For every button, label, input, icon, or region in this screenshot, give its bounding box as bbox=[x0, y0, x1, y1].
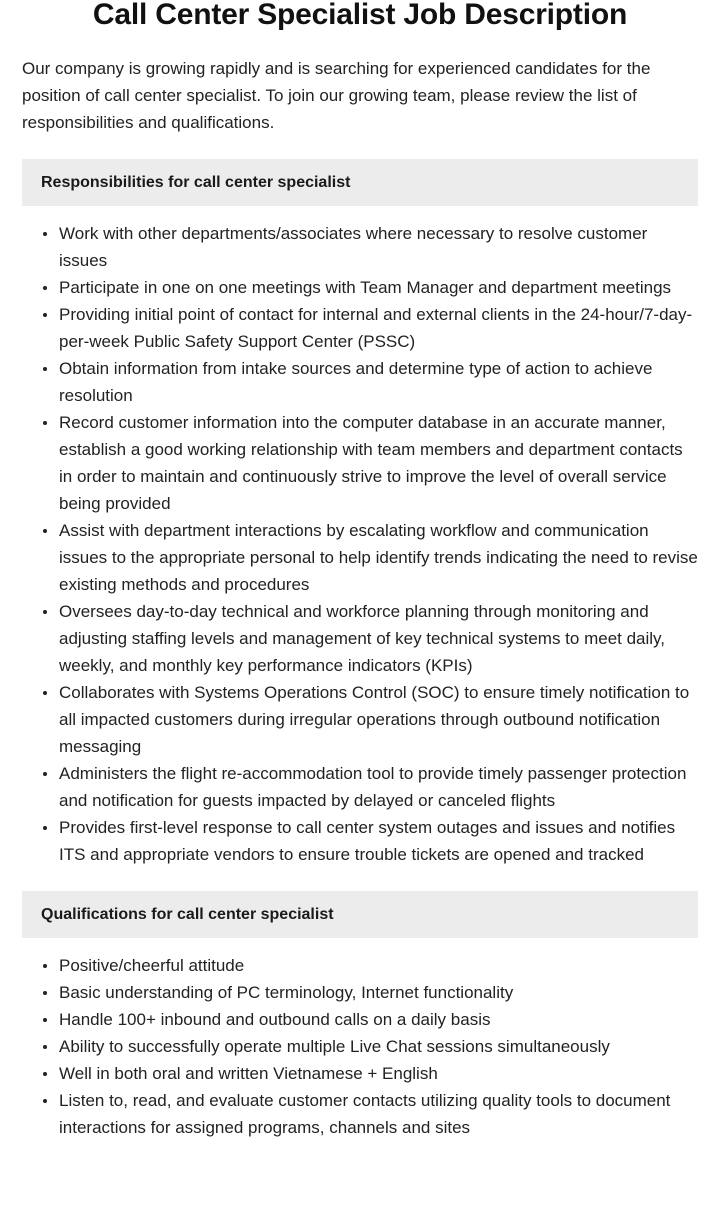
list-item: Assist with department interactions by escalating workflow and communication issues to the appropriate personal to help identify trends indicating the need to revise existing methods and procedures bbox=[0, 517, 698, 598]
list-item: Obtain information from intake sources and determine type of action to achieve resolution bbox=[0, 355, 698, 409]
list-item: Administers the flight re-accommodation tool to provide timely passenger protection and notification for guests impacted by delayed or canceled flights bbox=[0, 760, 698, 814]
responsibilities-list bbox=[0, 220, 720, 868]
list-item: Positive/cheerful attitude bbox=[0, 952, 698, 979]
list-item: Participate in one on one meetings with Team Manager and department meetings bbox=[0, 274, 698, 301]
list-item: Collaborates with Systems Operations Control (SOC) to ensure timely notification to all impacted customers during irregular operations through outbound notification messaging bbox=[0, 679, 698, 760]
list-item: Provides first-level response to call center system outages and issues and notifies ITS and appropriate vendors to ensure trouble tickets are opened and tracked bbox=[0, 814, 698, 868]
list-item: Handle 100+ inbound and outbound calls on a daily basis bbox=[0, 1006, 698, 1033]
list-item: Oversees day-to-day technical and workforce planning through monitoring and adjusting staffing levels and management of key technical systems to meet daily, weekly, and monthly key performance indicators (KPIs) bbox=[0, 598, 698, 679]
list-item: Well in both oral and written Vietnamese + English bbox=[0, 1060, 698, 1087]
section-heading-responsibilities: Responsibilities for call center specialist bbox=[22, 159, 698, 206]
list-item: Record customer information into the computer database in an accurate manner, establish a good working relationship with team members and department contacts in order to maintain and continuously strive to improve the level of overall service being provided bbox=[0, 409, 698, 517]
section-qualifications bbox=[0, 891, 720, 1141]
list-item: Listen to, read, and evaluate customer contacts utilizing quality tools to document interactions for assigned programs, channels and sites bbox=[0, 1087, 698, 1141]
list-item: Basic understanding of PC terminology, Internet functionality bbox=[0, 979, 698, 1006]
intro-paragraph: Our company is growing rapidly and is searching for experienced candidates for the position of call center specialist. To join our growing team, please review the list of responsibilities and qualifications. bbox=[22, 59, 651, 132]
bottom-spacer bbox=[0, 1141, 720, 1153]
list-item: Ability to successfully operate multiple Live Chat sessions simultaneously bbox=[0, 1033, 698, 1060]
qualifications-list bbox=[0, 952, 720, 1141]
list-item: Providing initial point of contact for internal and external clients in the 24-hour/7-day-per-week Public Safety Support Center (PSSC) bbox=[0, 301, 698, 355]
section-responsibilities bbox=[0, 159, 720, 868]
list-item: Work with other departments/associates where necessary to resolve customer issues bbox=[0, 220, 698, 274]
page-title: Call Center Specialist Job Description bbox=[92, 0, 628, 31]
section-heading-qualifications: Qualifications for call center specialist bbox=[22, 891, 698, 938]
